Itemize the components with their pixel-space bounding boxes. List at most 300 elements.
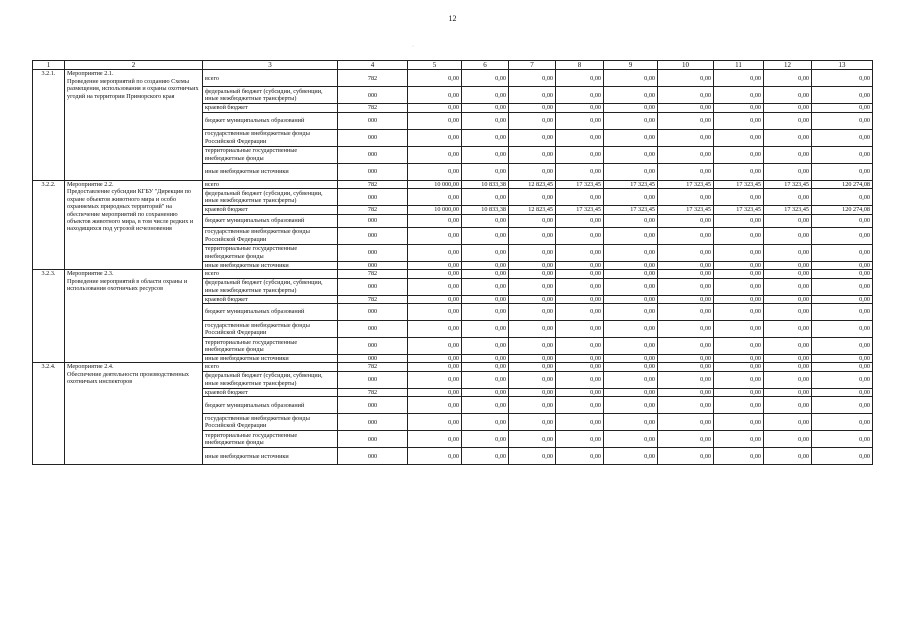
amount-cell: 0,00 (658, 112, 714, 129)
amount-cell: 0,00 (764, 189, 812, 206)
table-row (33, 70, 873, 87)
amount-cell: 0,00 (556, 227, 604, 244)
amount-cell: 0,00 (408, 261, 462, 269)
amount-cell: 0,00 (604, 321, 658, 338)
amount-cell: 0,00 (509, 295, 556, 303)
amount-cell: 0,00 (604, 189, 658, 206)
amount-cell: 0,00 (812, 244, 873, 261)
admin-code: 782 (338, 270, 408, 278)
amount-cell: 0,00 (509, 244, 556, 261)
funding-source: краевой бюджет (203, 388, 338, 396)
amount-cell: 17 323,45 (604, 206, 658, 214)
amount-cell: 0,00 (408, 278, 462, 295)
amount-cell: 0,00 (714, 371, 764, 388)
amount-cell: 0,00 (714, 431, 764, 448)
admin-code: 000 (338, 448, 408, 465)
amount-cell: 0,00 (604, 214, 658, 227)
amount-cell: 0,00 (812, 338, 873, 355)
funding-source: бюджет муниципальных образований (203, 304, 338, 321)
amount-cell: 0,00 (509, 214, 556, 227)
amount-cell: 0,00 (509, 189, 556, 206)
amount-cell: 0,00 (556, 261, 604, 269)
admin-code: 000 (338, 227, 408, 244)
amount-cell: 0,00 (604, 355, 658, 363)
funding-source: бюджет муниципальных образований (203, 112, 338, 129)
amount-cell: 0,00 (658, 295, 714, 303)
amount-cell: 0,00 (812, 278, 873, 295)
amount-cell: 0,00 (462, 355, 509, 363)
amount-cell: 0,00 (556, 431, 604, 448)
amount-cell: 0,00 (604, 448, 658, 465)
amount-cell: 0,00 (556, 214, 604, 227)
activity-id: 3.2.3. (33, 270, 65, 363)
amount-cell: 0,00 (812, 371, 873, 388)
amount-cell: 0,00 (462, 397, 509, 414)
amount-cell: 0,00 (658, 388, 714, 396)
amount-cell: 0,00 (714, 414, 764, 431)
amount-cell: 0,00 (408, 363, 462, 371)
amount-cell: 0,00 (812, 304, 873, 321)
amount-cell: 0,00 (509, 388, 556, 396)
amount-cell: 0,00 (764, 146, 812, 163)
amount-cell: 0,00 (462, 321, 509, 338)
funding-source: иные внебюджетные источники (203, 355, 338, 363)
amount-cell: 0,00 (714, 388, 764, 396)
admin-code: 000 (338, 431, 408, 448)
admin-code: 000 (338, 129, 408, 146)
amount-cell: 0,00 (764, 104, 812, 112)
amount-cell: 0,00 (764, 295, 812, 303)
column-header: 2 (65, 61, 203, 70)
amount-cell: 0,00 (604, 112, 658, 129)
amount-cell: 0,00 (604, 129, 658, 146)
amount-cell: 0,00 (812, 163, 873, 180)
amount-cell: 17 323,45 (764, 180, 812, 188)
amount-cell: 0,00 (509, 397, 556, 414)
amount-cell: 0,00 (509, 414, 556, 431)
amount-cell: 0,00 (604, 87, 658, 104)
amount-cell: 17 323,45 (556, 180, 604, 188)
amount-cell: 0,00 (462, 431, 509, 448)
amount-cell: 0,00 (764, 261, 812, 269)
amount-cell: 0,00 (812, 363, 873, 371)
amount-cell: 120 274,08 (812, 206, 873, 214)
amount-cell: 17 323,45 (604, 180, 658, 188)
table-row (33, 270, 873, 278)
amount-cell: 0,00 (509, 227, 556, 244)
amount-cell: 120 274,08 (812, 180, 873, 188)
activity-id: 3.2.1. (33, 70, 65, 180)
table-row (33, 180, 873, 188)
amount-cell: 0,00 (462, 227, 509, 244)
amount-cell: 0,00 (408, 163, 462, 180)
amount-cell: 0,00 (462, 295, 509, 303)
amount-cell: 0,00 (604, 104, 658, 112)
amount-cell: 0,00 (604, 431, 658, 448)
amount-cell: 0,00 (556, 70, 604, 87)
amount-cell: 0,00 (509, 163, 556, 180)
column-header: 3 (203, 61, 338, 70)
amount-cell: 0,00 (764, 129, 812, 146)
amount-cell: 0,00 (812, 270, 873, 278)
admin-code: 782 (338, 295, 408, 303)
amount-cell: 0,00 (408, 112, 462, 129)
amount-cell: 0,00 (462, 278, 509, 295)
amount-cell: 0,00 (462, 363, 509, 371)
amount-cell: 0,00 (604, 244, 658, 261)
amount-cell: 0,00 (462, 448, 509, 465)
amount-cell: 0,00 (604, 261, 658, 269)
amount-cell: 0,00 (658, 363, 714, 371)
amount-cell: 0,00 (556, 270, 604, 278)
admin-code: 782 (338, 388, 408, 396)
amount-cell: 12 823,45 (509, 180, 556, 188)
amount-cell: 0,00 (658, 304, 714, 321)
amount-cell: 0,00 (714, 189, 764, 206)
amount-cell: 0,00 (462, 261, 509, 269)
funding-source: иные внебюджетные источники (203, 163, 338, 180)
column-header: 6 (462, 61, 509, 70)
amount-cell: 0,00 (509, 104, 556, 112)
amount-cell: 0,00 (764, 388, 812, 396)
amount-cell: 0,00 (509, 371, 556, 388)
amount-cell: 0,00 (509, 270, 556, 278)
amount-cell: 0,00 (462, 146, 509, 163)
amount-cell: 17 323,45 (658, 180, 714, 188)
amount-cell: 0,00 (658, 338, 714, 355)
amount-cell: 0,00 (764, 338, 812, 355)
scan-mark: · (412, 44, 414, 50)
amount-cell: 0,00 (714, 363, 764, 371)
amount-cell: 0,00 (714, 270, 764, 278)
amount-cell: 0,00 (658, 70, 714, 87)
amount-cell: 0,00 (812, 70, 873, 87)
amount-cell: 0,00 (714, 355, 764, 363)
amount-cell: 0,00 (714, 278, 764, 295)
amount-cell: 0,00 (812, 321, 873, 338)
amount-cell: 0,00 (764, 363, 812, 371)
amount-cell: 0,00 (408, 87, 462, 104)
amount-cell: 0,00 (408, 129, 462, 146)
amount-cell: 0,00 (764, 227, 812, 244)
admin-code: 000 (338, 244, 408, 261)
amount-cell: 0,00 (509, 278, 556, 295)
amount-cell: 0,00 (658, 448, 714, 465)
amount-cell: 0,00 (556, 146, 604, 163)
amount-cell: 0,00 (462, 189, 509, 206)
amount-cell: 0,00 (764, 270, 812, 278)
amount-cell: 10 000,00 (408, 180, 462, 188)
funding-source: государственные внебюджетные фонды Российской Федерации (203, 414, 338, 431)
activity-name: Мероприятие 2.2. Предоставление субсидии КГБУ "Дирекция по охране объектов животного мира и особо охраняемых природных территорий" на обеспечение мероприятий по сохранению объектов животного мира, в том числе редких и находящихся под угрозой исчезновения (65, 180, 203, 269)
amount-cell: 0,00 (556, 87, 604, 104)
amount-cell: 0,00 (714, 112, 764, 129)
amount-cell: 10 833,38 (462, 180, 509, 188)
amount-cell: 0,00 (658, 244, 714, 261)
amount-cell: 0,00 (462, 87, 509, 104)
amount-cell: 0,00 (556, 112, 604, 129)
amount-cell: 0,00 (764, 321, 812, 338)
activity-id: 3.2.4. (33, 363, 65, 465)
amount-cell: 0,00 (509, 70, 556, 87)
amount-cell: 0,00 (812, 87, 873, 104)
amount-cell: 0,00 (812, 397, 873, 414)
activity-name: Мероприятие 2.3. Проведение мероприятий в области охраны и использования охотничьих ресурсов (65, 270, 203, 363)
column-header: 4 (338, 61, 408, 70)
amount-cell: 0,00 (509, 363, 556, 371)
column-header: 12 (764, 61, 812, 70)
amount-cell: 0,00 (764, 214, 812, 227)
amount-cell: 0,00 (714, 304, 764, 321)
amount-cell: 0,00 (556, 371, 604, 388)
admin-code: 782 (338, 363, 408, 371)
amount-cell: 0,00 (658, 214, 714, 227)
amount-cell: 0,00 (812, 295, 873, 303)
amount-cell: 0,00 (462, 244, 509, 261)
admin-code: 000 (338, 146, 408, 163)
amount-cell: 0,00 (556, 278, 604, 295)
amount-cell: 0,00 (408, 295, 462, 303)
amount-cell: 17 323,45 (764, 206, 812, 214)
funding-source: государственные внебюджетные фонды Российской Федерации (203, 129, 338, 146)
amount-cell: 0,00 (764, 371, 812, 388)
amount-cell: 0,00 (556, 414, 604, 431)
funding-source: бюджет муниципальных образований (203, 214, 338, 227)
column-header: 11 (714, 61, 764, 70)
amount-cell: 0,00 (556, 448, 604, 465)
amount-cell: 0,00 (714, 163, 764, 180)
amount-cell: 0,00 (604, 397, 658, 414)
amount-cell: 0,00 (812, 189, 873, 206)
amount-cell: 10 000,00 (408, 206, 462, 214)
funding-source: федеральный бюджет (субсидии, субвенции, иные межбюджетные трансферты) (203, 278, 338, 295)
amount-cell: 0,00 (604, 227, 658, 244)
admin-code: 000 (338, 338, 408, 355)
funding-source: территориальные государственные внебюджетные фонды (203, 431, 338, 448)
amount-cell: 0,00 (714, 70, 764, 87)
funding-source: иные внебюджетные источники (203, 448, 338, 465)
funding-source: государственные внебюджетные фонды Российской Федерации (203, 227, 338, 244)
amount-cell: 0,00 (658, 270, 714, 278)
column-header: 9 (604, 61, 658, 70)
amount-cell: 0,00 (764, 304, 812, 321)
amount-cell: 0,00 (604, 414, 658, 431)
amount-cell: 0,00 (658, 278, 714, 295)
amount-cell: 0,00 (714, 321, 764, 338)
amount-cell: 0,00 (714, 104, 764, 112)
amount-cell: 0,00 (812, 261, 873, 269)
column-header: 1 (33, 61, 65, 70)
amount-cell: 0,00 (408, 146, 462, 163)
amount-cell: 0,00 (462, 163, 509, 180)
amount-cell: 0,00 (556, 338, 604, 355)
amount-cell: 0,00 (764, 278, 812, 295)
funding-source: иные внебюджетные источники (203, 261, 338, 269)
amount-cell: 0,00 (556, 129, 604, 146)
amount-cell: 0,00 (408, 338, 462, 355)
amount-cell: 0,00 (714, 129, 764, 146)
amount-cell: 0,00 (604, 363, 658, 371)
amount-cell: 0,00 (462, 112, 509, 129)
funding-source: территориальные государственные внебюджетные фонды (203, 244, 338, 261)
amount-cell: 0,00 (714, 87, 764, 104)
activity-name: Мероприятие 2.4. Обеспечение деятельности производственных охотничьих инспекторов (65, 363, 203, 465)
admin-code: 000 (338, 397, 408, 414)
column-header: 5 (408, 61, 462, 70)
admin-code: 000 (338, 214, 408, 227)
admin-code: 000 (338, 112, 408, 129)
amount-cell: 0,00 (408, 388, 462, 396)
amount-cell: 0,00 (509, 146, 556, 163)
amount-cell: 0,00 (556, 295, 604, 303)
amount-cell: 0,00 (604, 295, 658, 303)
amount-cell: 0,00 (408, 104, 462, 112)
amount-cell: 0,00 (764, 87, 812, 104)
amount-cell: 0,00 (604, 388, 658, 396)
amount-cell: 0,00 (604, 304, 658, 321)
amount-cell: 0,00 (556, 388, 604, 396)
admin-code: 000 (338, 261, 408, 269)
amount-cell: 0,00 (658, 163, 714, 180)
amount-cell: 0,00 (462, 270, 509, 278)
admin-code: 782 (338, 70, 408, 87)
amount-cell: 0,00 (714, 214, 764, 227)
column-header: 10 (658, 61, 714, 70)
amount-cell: 0,00 (408, 371, 462, 388)
amount-cell: 0,00 (556, 321, 604, 338)
column-header: 8 (556, 61, 604, 70)
funding-source: всего (203, 70, 338, 87)
page-number: 12 (448, 14, 457, 23)
amount-cell: 0,00 (714, 397, 764, 414)
amount-cell: 0,00 (509, 431, 556, 448)
amount-cell: 0,00 (812, 388, 873, 396)
amount-cell: 0,00 (714, 295, 764, 303)
amount-cell: 0,00 (462, 388, 509, 396)
amount-cell: 0,00 (556, 355, 604, 363)
amount-cell: 0,00 (509, 112, 556, 129)
amount-cell: 0,00 (714, 448, 764, 465)
amount-cell: 0,00 (604, 270, 658, 278)
admin-code: 000 (338, 189, 408, 206)
amount-cell: 0,00 (658, 261, 714, 269)
funding-source: федеральный бюджет (субсидии, субвенции, иные межбюджетные трансферты) (203, 189, 338, 206)
amount-cell: 0,00 (764, 244, 812, 261)
budget-table (32, 60, 873, 465)
amount-cell: 0,00 (658, 397, 714, 414)
amount-cell: 0,00 (556, 163, 604, 180)
amount-cell: 0,00 (604, 278, 658, 295)
amount-cell: 17 323,45 (714, 206, 764, 214)
amount-cell: 0,00 (509, 129, 556, 146)
amount-cell: 0,00 (764, 431, 812, 448)
admin-code: 000 (338, 321, 408, 338)
admin-code: 782 (338, 180, 408, 188)
admin-code: 000 (338, 304, 408, 321)
admin-code: 000 (338, 371, 408, 388)
amount-cell: 0,00 (658, 227, 714, 244)
amount-cell: 0,00 (764, 448, 812, 465)
amount-cell: 0,00 (556, 244, 604, 261)
amount-cell: 0,00 (658, 146, 714, 163)
amount-cell: 0,00 (556, 304, 604, 321)
amount-cell: 0,00 (408, 270, 462, 278)
amount-cell: 0,00 (714, 338, 764, 355)
amount-cell: 0,00 (812, 355, 873, 363)
amount-cell: 0,00 (408, 414, 462, 431)
amount-cell: 0,00 (408, 304, 462, 321)
funding-source: краевой бюджет (203, 104, 338, 112)
amount-cell: 0,00 (604, 163, 658, 180)
amount-cell: 0,00 (462, 214, 509, 227)
amount-cell: 0,00 (812, 448, 873, 465)
amount-cell: 0,00 (408, 397, 462, 414)
amount-cell: 0,00 (812, 104, 873, 112)
admin-code: 000 (338, 278, 408, 295)
amount-cell: 0,00 (509, 321, 556, 338)
funding-source: краевой бюджет (203, 295, 338, 303)
amount-cell: 0,00 (509, 448, 556, 465)
amount-cell: 0,00 (714, 227, 764, 244)
amount-cell: 0,00 (764, 70, 812, 87)
amount-cell: 10 833,38 (462, 206, 509, 214)
funding-source: территориальные государственные внебюджетные фонды (203, 338, 338, 355)
amount-cell: 0,00 (658, 371, 714, 388)
funding-source: федеральный бюджет (субсидии, субвенции, иные межбюджетные трансферты) (203, 371, 338, 388)
amount-cell: 0,00 (556, 397, 604, 414)
amount-cell: 17 323,45 (556, 206, 604, 214)
amount-cell: 0,00 (812, 414, 873, 431)
amount-cell: 0,00 (408, 448, 462, 465)
amount-cell: 0,00 (408, 70, 462, 87)
amount-cell: 0,00 (408, 321, 462, 338)
amount-cell: 0,00 (714, 146, 764, 163)
funding-source: федеральный бюджет (субсидии, субвенции, иные межбюджетные трансферты) (203, 87, 338, 104)
amount-cell: 0,00 (462, 371, 509, 388)
column-header: 7 (509, 61, 556, 70)
admin-code: 000 (338, 355, 408, 363)
funding-source: краевой бюджет (203, 206, 338, 214)
amount-cell: 0,00 (509, 87, 556, 104)
amount-cell: 0,00 (604, 70, 658, 87)
admin-code: 000 (338, 163, 408, 180)
activity-name: Мероприятие 2.1. Проведение мероприятий по созданию Схемы размещения, использования и охраны охотничьих угодий на территории Приморского края (65, 70, 203, 180)
amount-cell: 0,00 (408, 214, 462, 227)
amount-cell: 0,00 (462, 338, 509, 355)
amount-cell: 0,00 (812, 112, 873, 129)
funding-source: территориальные государственные внебюджетные фонды (203, 146, 338, 163)
amount-cell: 0,00 (764, 112, 812, 129)
amount-cell: 0,00 (509, 261, 556, 269)
amount-cell: 0,00 (604, 371, 658, 388)
amount-cell: 17 323,45 (714, 180, 764, 188)
amount-cell: 0,00 (658, 104, 714, 112)
amount-cell: 0,00 (658, 431, 714, 448)
funding-source: всего (203, 180, 338, 188)
funding-source: государственные внебюджетные фонды Российской Федерации (203, 321, 338, 338)
amount-cell: 0,00 (556, 189, 604, 206)
amount-cell: 0,00 (604, 146, 658, 163)
amount-cell: 0,00 (658, 129, 714, 146)
admin-code: 000 (338, 87, 408, 104)
amount-cell: 0,00 (556, 104, 604, 112)
funding-source: всего (203, 363, 338, 371)
amount-cell: 0,00 (462, 304, 509, 321)
amount-cell: 0,00 (764, 414, 812, 431)
amount-cell: 0,00 (462, 129, 509, 146)
header-row (33, 61, 873, 70)
amount-cell: 0,00 (812, 431, 873, 448)
